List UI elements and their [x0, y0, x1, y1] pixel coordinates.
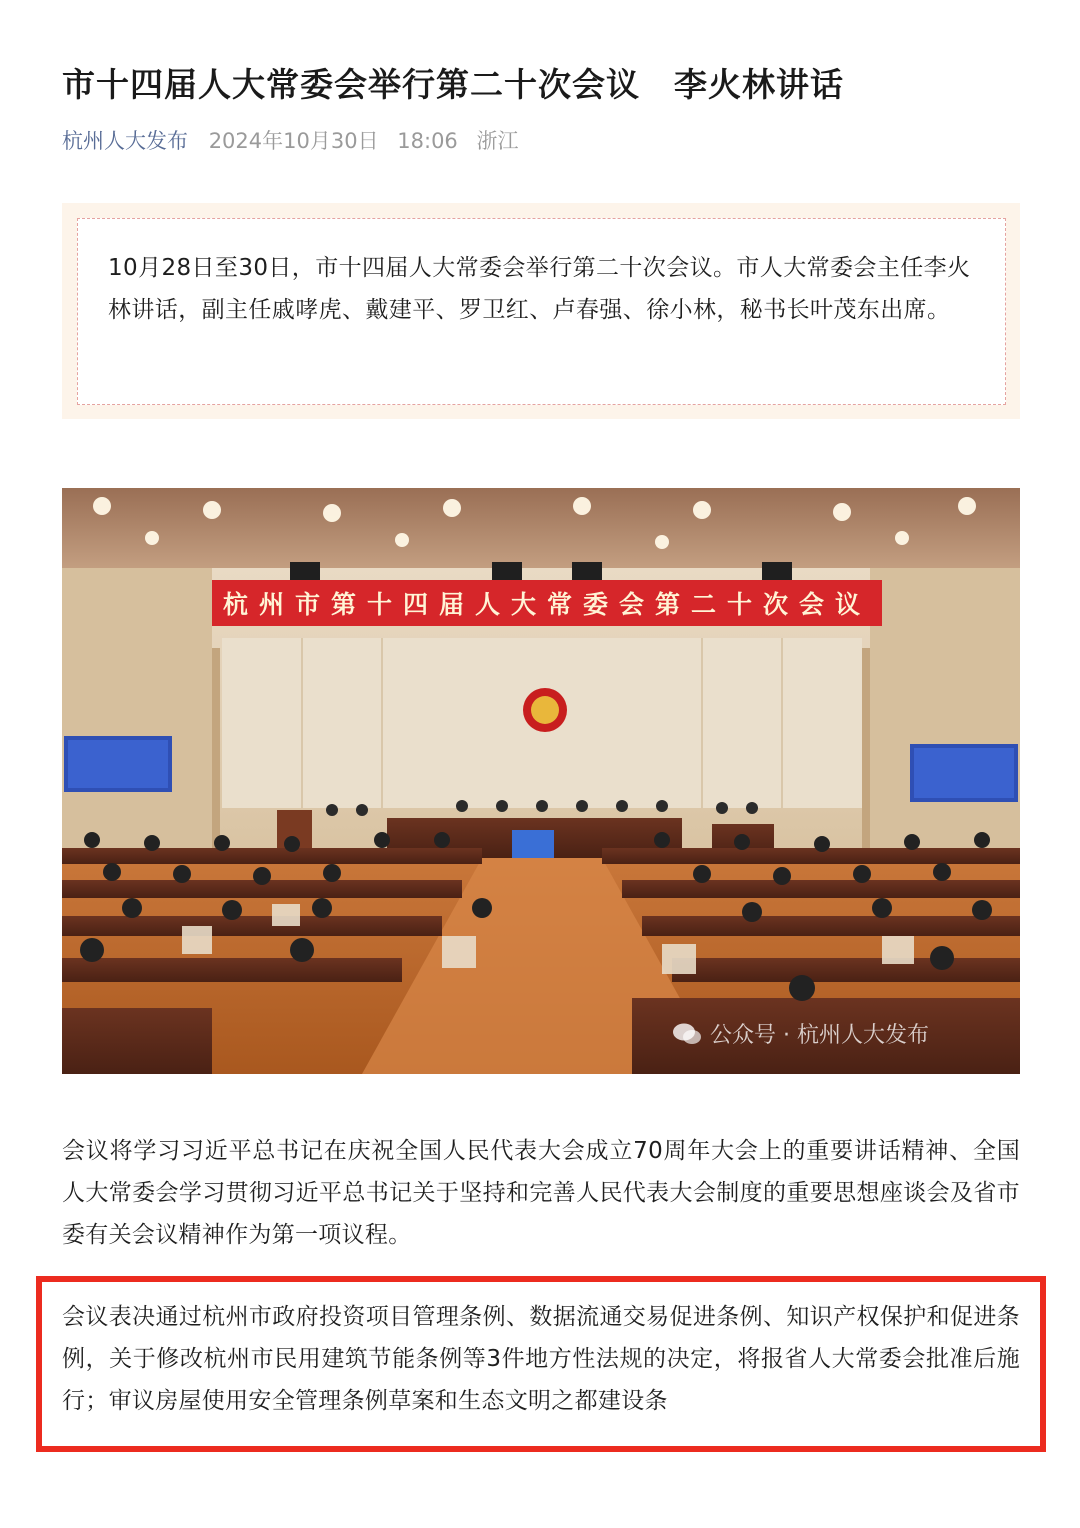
body-paragraph-2: 会议表决通过杭州市政府投资项目管理条例、数据流通交易促进条例、知识产权保护和促进条例，关于修改杭州市民用建筑节能条例等3件地方性法规的决定，将报省人大常委会批准后施行；审议房屋使用安全管理条例草案和生态文明之都建设条 — [62, 1304, 1020, 1414]
meeting-hall-illustration — [62, 488, 1020, 1074]
intro-text: 10月28日至30日，市十四届人大常委会举行第二十次会议。市人大常委会主任李火林讲话，副主任戚哮虎、戴建平、罗卫红、卢春强、徐小林，秘书长叶茂东出席。 — [108, 255, 971, 323]
article-meta — [62, 126, 518, 156]
publish-time: 18:06 — [397, 129, 458, 153]
body-paragraph-1: 会议将学习习近平总书记在庆祝全国人民代表大会成立70周年大会上的重要讲话精神、全国人大常委会学习贯彻习近平总书记关于坚持和完善人民代表大会制度的重要思想座谈会及省市委有关会议精神作为第一项议程。 — [62, 1138, 1020, 1248]
article-title: 市十四届人大常委会举行第二十次会议 李火林讲话 — [62, 65, 844, 104]
watermark-text: 公众号 · 杭州人大发布 — [710, 1023, 929, 1048]
wechat-icon — [672, 1022, 702, 1046]
publish-location: 浙江 — [476, 129, 519, 153]
publish-date: 2024年10月30日 — [208, 129, 379, 153]
account-name-link[interactable]: 杭州人大发布 — [62, 129, 188, 153]
banner-caption: 杭州市第十四届人大常委会第二十次会议 — [222, 590, 871, 619]
meeting-photo[interactable] — [62, 488, 1020, 1074]
photo-watermark — [672, 1018, 929, 1049]
intro-inner-frame — [77, 218, 1006, 405]
intro-box — [62, 203, 1020, 419]
